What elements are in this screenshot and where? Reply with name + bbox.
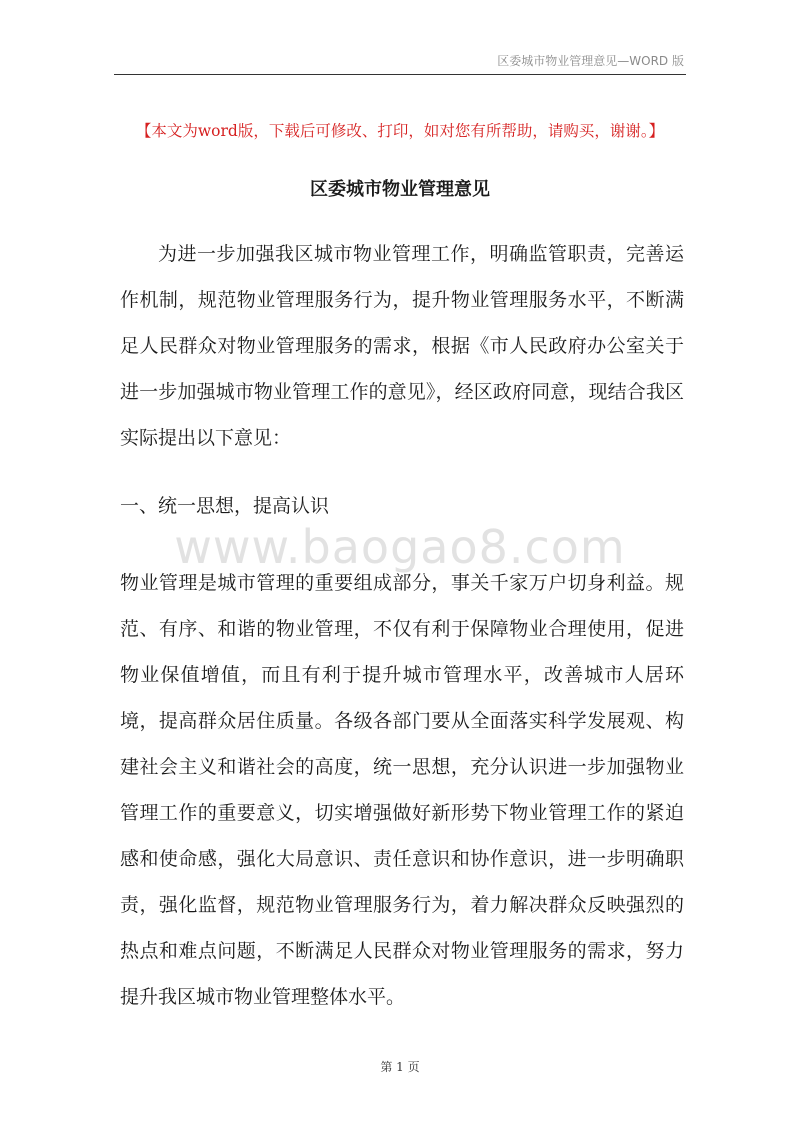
- intro-paragraph: 为进一步加强我区城市物业管理工作，明确监管职责，完善运作机制，规范物业管理服务行为，提升物业管理服务水平，不断满足人民群众对物业管理服务的需求，根据《市人民政府办公室关于进一步加强城市物业管理工作的意见》，经区政府同意，现结合我区实际提出以下意见：: [120, 243, 684, 449]
- page-number: 第 1 页: [380, 1060, 420, 1074]
- page-header-title: 区委城市物业管理意见—WORD 版: [497, 54, 684, 68]
- section-heading: 一、统一思想，提高认识: [120, 495, 330, 517]
- download-notice: 【本文为word版，下载后可修改、打印，如对您有所帮助，请购买，谢谢。】: [135, 122, 665, 140]
- section-body-paragraph: 物业管理是城市管理的重要组成部分，事关千家万户切身利益。规范、有序、和谐的物业管理，不仅有利于保障物业合理使用，促进物业保值增值，而且有利于提升城市管理水平，改善城市人居环境，提高群众居住质量。各级各部门要从全面落实科学发展观、构建社会主义和谐社会的高度，统一思想，充分认识进一步加强物业管理工作的重要意义，切实增强做好新形势下物业管理工作的紧迫感和使命感，强化大局意识、责任意识和协作意识，进一步明确职责，强化监督，规范物业管理服务行为，着力解决群众反映强烈的热点和难点问题，不断满足人民群众对物业管理服务的需求，努力提升我区城市物业管理整体水平。: [120, 572, 684, 1008]
- document-title: 区委城市物业管理意见: [310, 179, 490, 200]
- watermark: www.baogao8.com: [174, 520, 626, 574]
- header-divider: [114, 74, 686, 75]
